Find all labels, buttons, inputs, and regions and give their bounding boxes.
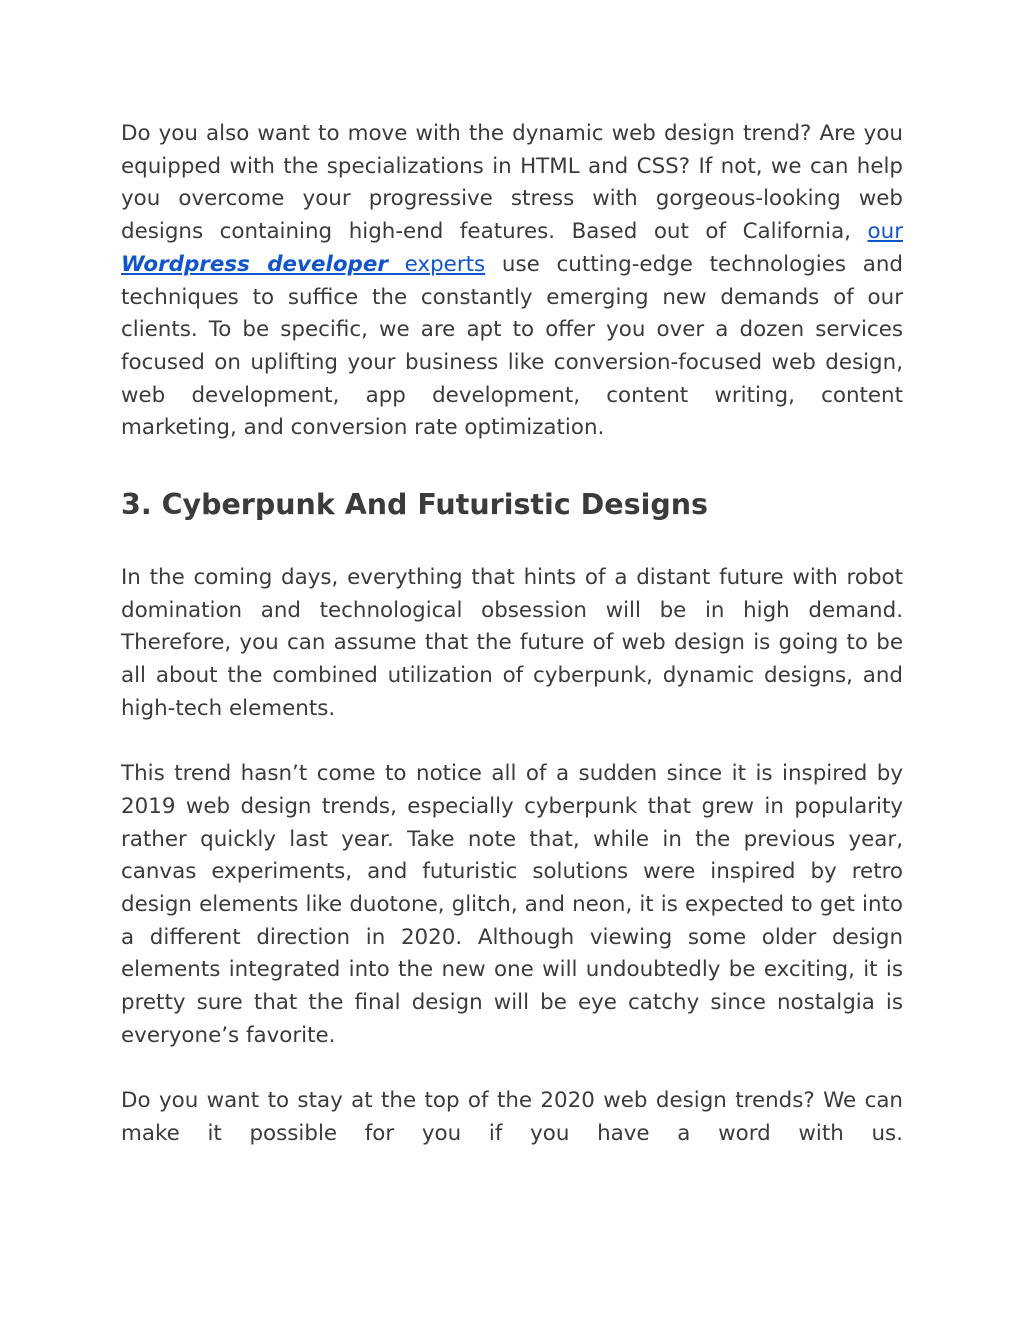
cyberpunk-paragraph-2: This trend hasn’t come to notice all of a sudden since it is inspired by 2019 web design trends, especially cyberpunk that grew in popularity rather quickly last year. Take note that, while in the previous year, canvas experiments, and futuristic solutions were inspired by retro design elements like duotone, glitch, and neon, it is expected to get into a different direction in 2020. Although viewing some older design elements integrated into the new one will undoubtedly be exciting, it is pretty sure that the final design will be eye catchy since nostalgia is everyone’s favorite. bbox=[121, 761, 903, 1048]
cyberpunk-paragraph-3: Do you want to stay at the top of the 2020 web design trends? We can make it possible for you if you have a word with us. bbox=[121, 1088, 903, 1146]
document-page bbox=[121, 118, 903, 1151]
intro-text-after-link: use cutting-edge technologies and techniques to suffice the constantly emerging new demands of our clients. To be specific, we are apt to offer you over a dozen services focused on uplifting your business like conversion-focused web design, web development, app development, content writing, content marketing, and conversion rate optimization. bbox=[121, 251, 903, 441]
cyberpunk-paragraph-1: In the coming days, everything that hints of a distant future with robot domination and technological obsession will be in high demand. Therefore, you can assume that the future of web design is going to be all about the combined utilization of cyberpunk, dynamic designs, and high-tech elements. bbox=[121, 565, 903, 721]
link-text-wordpress-developer: Wordpress developer bbox=[121, 251, 388, 277]
link-text-our: our bbox=[867, 219, 903, 245]
intro-paragraph bbox=[121, 118, 903, 445]
intro-text-before-link: Do you also want to move with the dynamic web design trend? Are you equipped with the specializations in HTML and CSS? If not, we can help you overcome your progressive stress with gorgeous-looking web designs containing high-end features. Based out of California, bbox=[121, 121, 903, 245]
section-heading: 3. Cyberpunk And Futuristic Designs bbox=[121, 488, 709, 522]
link-text-experts: experts bbox=[387, 251, 486, 277]
